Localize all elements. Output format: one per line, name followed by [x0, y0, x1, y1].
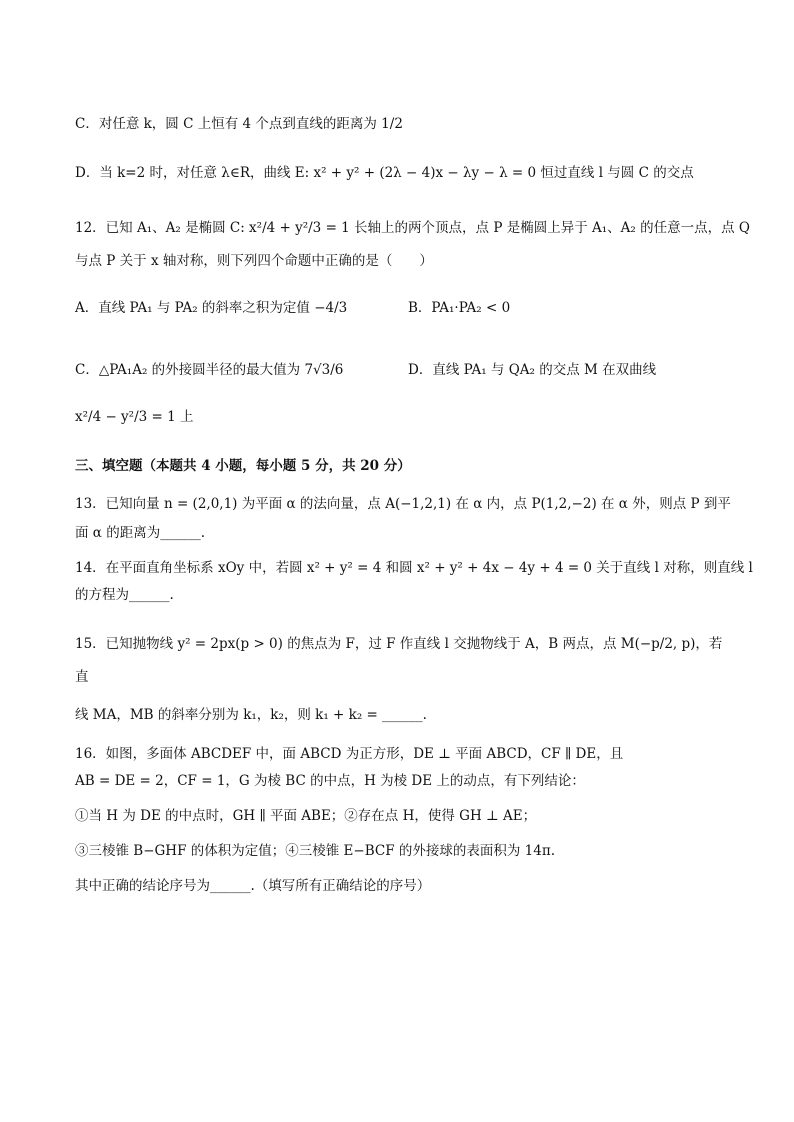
option-d-curve-intersection: D．当 k=2 时，对任意 λ∈R，曲线 E: x² + y² + (2λ − 4)x − λy − λ = 0 恒过直线 l 与圆 C 的交点 — [75, 165, 694, 181]
question-12-line-1: 12．已知 A₁、A₂ 是椭圆 C: x²/4 + y²/3 = 1 长轴上的两个顶点，点 P 是椭圆上异于 A₁、A₂ 的任意一点，点 Q — [75, 220, 750, 236]
question-12-option-c: C．△PA₁A₂ 的外接圆半径的最大值为 7√3/6 — [75, 362, 344, 378]
question-16-line-4: ③三棱锥 B−GHF 的体积为定值；④三棱锥 E−BCF 的外接球的表面积为 14π. — [75, 843, 555, 859]
question-13-line-1: 13．已知向量 n = (2,0,1) 为平面 α 的法向量，点 A(−1,2,1) 在 α 内，点 P(1,2,−2) 在 α 外，则点 P 到平 — [75, 496, 731, 512]
question-12-option-d: D．直线 PA₁ 与 QA₂ 的交点 M 在双曲线 — [408, 362, 657, 378]
question-16-line-2: AB = DE = 2，CF = 1，G 为棱 BC 的中点，H 为棱 DE 上的动点，有下列结论： — [75, 773, 585, 789]
question-12-option-b: B．PA₁·PA₂ < 0 — [408, 300, 511, 316]
question-12-option-a: A．直线 PA₁ 与 PA₂ 的斜率之积为定值 −4/3 — [75, 300, 348, 316]
question-16-line-5: 其中正确的结论序号为______.（填写所有正确结论的序号） — [75, 878, 431, 894]
question-12-line-2: 与点 P 关于 x 轴对称，则下列四个命题中正确的是（ ） — [75, 253, 433, 269]
section-heading-fill-in: 三、填空题（本题共 4 小题，每小题 5 分，共 20 分） — [75, 458, 411, 474]
option-c-circle-distance: C．对任意 k，圆 C 上恒有 4 个点到直线的距离为 1/2 — [75, 116, 403, 132]
question-14-line-2: 的方程为______. — [75, 587, 174, 603]
question-12-option-d-hyperbola: x²/4 − y²/3 = 1 上 — [75, 409, 194, 425]
question-14-line-1: 14．在平面直角坐标系 xOy 中，若圆 x² + y² = 4 和圆 x² + y² + 4x − 4y + 4 = 0 关于直线 l 对称，则直线 l — [75, 560, 753, 576]
question-16-line-3: ①当 H 为 DE 的中点时，GH ∥ 平面 ABE；②存在点 H，使得 GH ⊥ AE； — [75, 808, 537, 824]
question-15-line-2: 直 — [75, 669, 89, 685]
question-16-line-1: 16．如图，多面体 ABCDEF 中，面 ABCD 为正方形，DE ⊥ 平面 ABCD，CF ∥ DE，且 — [75, 746, 624, 762]
question-13-line-2: 面 α 的距离为______. — [75, 525, 205, 541]
question-15-line-1: 15．已知抛物线 y² = 2px(p > 0) 的焦点为 F，过 F 作直线 l 交抛物线于 A，B 两点，点 M(−p/2, p)，若 — [75, 636, 723, 652]
question-15-line-3: 线 MA，MB 的斜率分别为 k₁，k₂，则 k₁ + k₂ = ______. — [75, 707, 427, 723]
